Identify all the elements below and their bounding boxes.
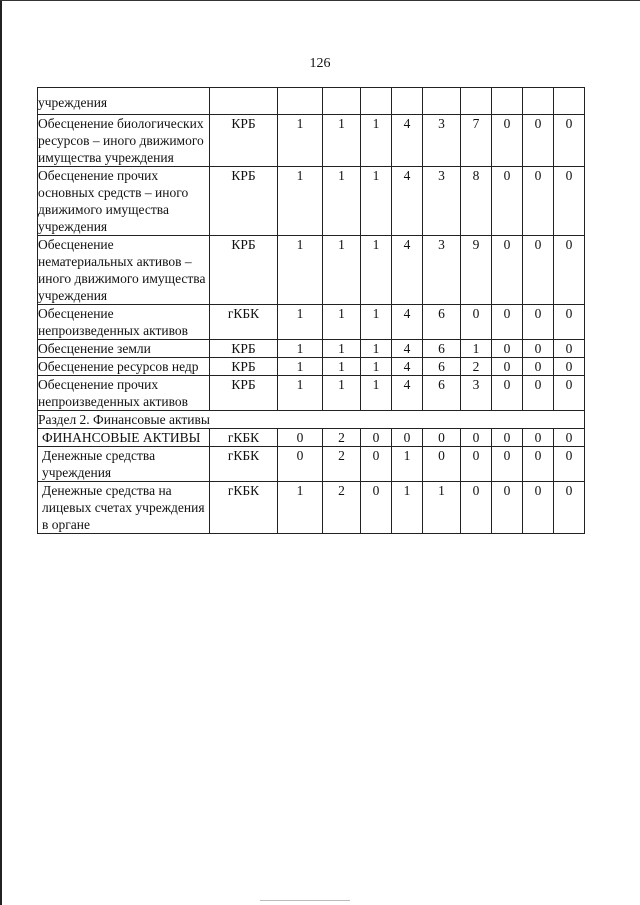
code-digit-cell <box>461 88 492 115</box>
code-digit-cell: 0 <box>461 429 492 447</box>
scan-artifact-line <box>260 900 350 901</box>
table-row <box>38 358 585 376</box>
code-digit-cell <box>554 88 585 115</box>
code-digit-cell: 1 <box>361 340 392 358</box>
code-digit-cell: 0 <box>523 340 554 358</box>
code-digit-cell: 1 <box>323 376 361 411</box>
code-digit-cell: 0 <box>392 429 423 447</box>
page-scan-top-edge <box>0 0 640 1</box>
table-row <box>38 482 585 534</box>
code-digit-cell: 0 <box>492 167 523 236</box>
code-digit-cell: 2 <box>323 429 361 447</box>
code-digit-cell: 0 <box>554 376 585 411</box>
code-digit-cell <box>361 88 392 115</box>
code-digit-cell: 0 <box>523 376 554 411</box>
code-digit-cell: 0 <box>554 167 585 236</box>
code-digit-cell: 0 <box>554 358 585 376</box>
code-type-cell: гКБК <box>210 482 278 534</box>
table-row <box>38 236 585 305</box>
code-type-cell: КРБ <box>210 115 278 167</box>
code-digit-cell: 1 <box>361 305 392 340</box>
table-row <box>38 115 585 167</box>
code-digit-cell: 0 <box>554 305 585 340</box>
code-type-cell: гКБК <box>210 447 278 482</box>
page-scan-edge <box>0 0 2 905</box>
table-row <box>38 340 585 358</box>
code-digit-cell: 0 <box>492 236 523 305</box>
account-name-cell: учреждения <box>38 88 210 115</box>
code-digit-cell: 0 <box>423 429 461 447</box>
code-digit-cell: 0 <box>523 305 554 340</box>
code-digit-cell: 1 <box>278 340 323 358</box>
code-digit-cell: 3 <box>423 115 461 167</box>
code-digit-cell: 4 <box>392 167 423 236</box>
page-number: 126 <box>309 56 331 71</box>
code-digit-cell: 1 <box>323 340 361 358</box>
code-digit-cell: 0 <box>554 429 585 447</box>
account-name-cell: Обесценение прочих основных средств – иного движимого имущества учреждения <box>38 167 210 236</box>
code-type-cell: КРБ <box>210 358 278 376</box>
account-name-cell: Денежные средства на лицевых счетах учреждения в органе <box>38 482 210 534</box>
code-digit-cell: 1 <box>278 305 323 340</box>
code-digit-cell: 1 <box>361 358 392 376</box>
code-digit-cell: 0 <box>523 447 554 482</box>
code-digit-cell: 1 <box>423 482 461 534</box>
section-row <box>38 411 585 429</box>
code-digit-cell: 0 <box>278 429 323 447</box>
code-digit-cell: 1 <box>278 358 323 376</box>
code-digit-cell: 0 <box>554 447 585 482</box>
code-digit-cell: 0 <box>492 115 523 167</box>
account-code-table <box>37 87 585 534</box>
code-digit-cell: 6 <box>423 340 461 358</box>
code-digit-cell <box>423 88 461 115</box>
code-digit-cell <box>523 88 554 115</box>
code-digit-cell: 4 <box>392 376 423 411</box>
code-digit-cell: 0 <box>492 305 523 340</box>
code-digit-cell: 0 <box>554 340 585 358</box>
account-name-cell: Обесценение непроизведенных активов <box>38 305 210 340</box>
code-type-cell: гКБК <box>210 305 278 340</box>
code-digit-cell: 0 <box>361 482 392 534</box>
code-digit-cell: 6 <box>423 305 461 340</box>
account-name-cell: Обесценение ресурсов недр <box>38 358 210 376</box>
code-digit-cell: 0 <box>523 429 554 447</box>
code-digit-cell: 0 <box>492 482 523 534</box>
code-digit-cell: 1 <box>361 167 392 236</box>
table-row <box>38 429 585 447</box>
code-digit-cell: 0 <box>554 482 585 534</box>
code-digit-cell: 1 <box>361 376 392 411</box>
code-digit-cell: 4 <box>392 305 423 340</box>
table-row <box>38 167 585 236</box>
code-digit-cell: 0 <box>461 482 492 534</box>
code-digit-cell: 0 <box>554 236 585 305</box>
code-digit-cell: 1 <box>361 236 392 305</box>
code-digit-cell: 0 <box>523 167 554 236</box>
section-title: Раздел 2. Финансовые активы <box>38 411 585 429</box>
code-digit-cell: 1 <box>323 358 361 376</box>
code-digit-cell: 1 <box>278 376 323 411</box>
code-digit-cell: 4 <box>392 236 423 305</box>
code-digit-cell: 3 <box>423 236 461 305</box>
code-digit-cell: 1 <box>323 305 361 340</box>
table-row <box>38 305 585 340</box>
code-digit-cell: 0 <box>461 305 492 340</box>
code-digit-cell: 1 <box>392 482 423 534</box>
account-name-cell: Обесценение биологических ресурсов – иного движимого имущества учреждения <box>38 115 210 167</box>
code-digit-cell: 0 <box>554 115 585 167</box>
code-digit-cell: 0 <box>523 482 554 534</box>
code-digit-cell: 4 <box>392 358 423 376</box>
code-digit-cell: 0 <box>423 447 461 482</box>
account-name-cell: Обесценение прочих непроизведенных активов <box>38 376 210 411</box>
code-digit-cell: 4 <box>392 340 423 358</box>
code-digit-cell: 0 <box>492 358 523 376</box>
code-digit-cell: 0 <box>492 447 523 482</box>
account-name-cell: Денежные средства учреждения <box>38 447 210 482</box>
code-type-cell: КРБ <box>210 236 278 305</box>
code-digit-cell: 0 <box>492 340 523 358</box>
code-digit-cell: 0 <box>461 447 492 482</box>
code-digit-cell: 6 <box>423 376 461 411</box>
code-digit-cell <box>492 88 523 115</box>
code-type-cell <box>210 88 278 115</box>
code-digit-cell: 9 <box>461 236 492 305</box>
code-digit-cell: 0 <box>523 358 554 376</box>
code-digit-cell: 0 <box>492 376 523 411</box>
code-digit-cell: 1 <box>278 482 323 534</box>
code-digit-cell: 8 <box>461 167 492 236</box>
code-digit-cell: 1 <box>278 115 323 167</box>
code-digit-cell: 0 <box>523 236 554 305</box>
code-digit-cell: 7 <box>461 115 492 167</box>
code-digit-cell: 1 <box>278 167 323 236</box>
code-digit-cell <box>392 88 423 115</box>
code-digit-cell: 0 <box>523 115 554 167</box>
code-digit-cell: 1 <box>278 236 323 305</box>
code-type-cell: КРБ <box>210 376 278 411</box>
code-digit-cell: 1 <box>323 167 361 236</box>
table-row <box>38 88 585 115</box>
code-digit-cell: 1 <box>392 447 423 482</box>
code-digit-cell: 0 <box>361 429 392 447</box>
code-digit-cell: 2 <box>323 482 361 534</box>
table-row <box>38 376 585 411</box>
code-digit-cell: 0 <box>361 447 392 482</box>
account-name-cell: Обесценение земли <box>38 340 210 358</box>
code-digit-cell: 1 <box>323 236 361 305</box>
code-digit-cell: 1 <box>461 340 492 358</box>
code-digit-cell: 4 <box>392 115 423 167</box>
code-digit-cell: 6 <box>423 358 461 376</box>
code-digit-cell <box>278 88 323 115</box>
code-digit-cell: 2 <box>461 358 492 376</box>
code-digit-cell: 3 <box>461 376 492 411</box>
table-row <box>38 447 585 482</box>
code-type-cell: КРБ <box>210 340 278 358</box>
code-digit-cell: 1 <box>323 115 361 167</box>
account-name-cell: ФИНАНСОВЫЕ АКТИВЫ <box>38 429 210 447</box>
code-type-cell: гКБК <box>210 429 278 447</box>
code-type-cell: КРБ <box>210 167 278 236</box>
code-digit-cell: 0 <box>278 447 323 482</box>
code-digit-cell: 3 <box>423 167 461 236</box>
code-digit-cell: 1 <box>361 115 392 167</box>
code-digit-cell: 0 <box>492 429 523 447</box>
code-digit-cell <box>323 88 361 115</box>
account-name-cell: Обесценение нематериальных активов – иного движимого имущества учреждения <box>38 236 210 305</box>
code-digit-cell: 2 <box>323 447 361 482</box>
